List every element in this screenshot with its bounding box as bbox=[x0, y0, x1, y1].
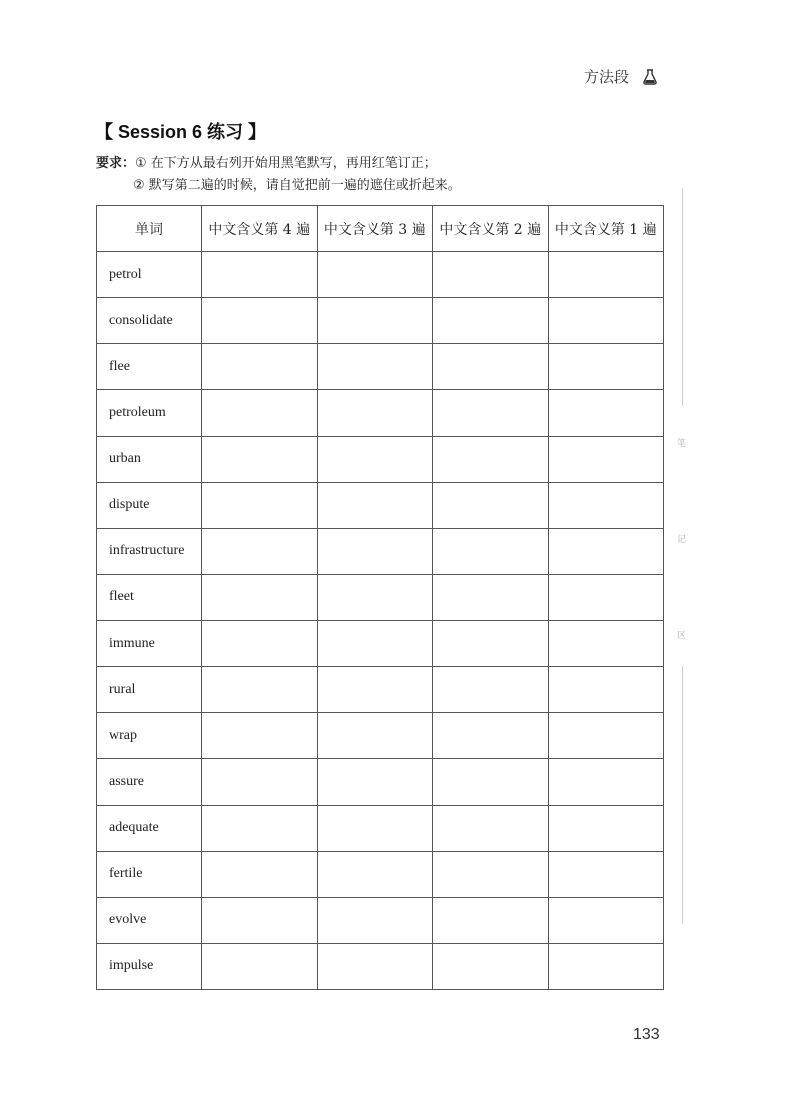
header-meaning-2: 中文含义第 2 遍 bbox=[433, 206, 549, 252]
table-row bbox=[97, 667, 664, 713]
meaning-cell-3[interactable] bbox=[317, 897, 433, 943]
table-row bbox=[97, 344, 664, 390]
meaning-cell-1[interactable] bbox=[548, 851, 664, 897]
table-row bbox=[97, 574, 664, 620]
margin-char: 笔 bbox=[677, 439, 687, 449]
meaning-cell-1[interactable] bbox=[548, 482, 664, 528]
word-cell: flee bbox=[97, 344, 202, 390]
word-cell: impulse bbox=[97, 943, 202, 989]
table-row bbox=[97, 436, 664, 482]
margin-divider-bottom bbox=[682, 666, 683, 924]
meaning-cell-1[interactable] bbox=[548, 943, 664, 989]
header-meaning-1: 中文含义第 1 遍 bbox=[548, 206, 664, 252]
meaning-cell-3[interactable] bbox=[317, 482, 433, 528]
word-cell: infrastructure bbox=[97, 528, 202, 574]
table-row bbox=[97, 298, 664, 344]
meaning-cell-4[interactable] bbox=[202, 528, 318, 574]
table-row bbox=[97, 805, 664, 851]
meaning-cell-2[interactable] bbox=[433, 436, 549, 482]
meaning-cell-2[interactable] bbox=[433, 943, 549, 989]
meaning-cell-2[interactable] bbox=[433, 298, 549, 344]
meaning-cell-4[interactable] bbox=[202, 482, 318, 528]
meaning-cell-3[interactable] bbox=[317, 667, 433, 713]
meaning-cell-3[interactable] bbox=[317, 390, 433, 436]
meaning-cell-1[interactable] bbox=[548, 528, 664, 574]
meaning-cell-1[interactable] bbox=[548, 252, 664, 298]
meaning-cell-3[interactable] bbox=[317, 759, 433, 805]
meaning-cell-3[interactable] bbox=[317, 436, 433, 482]
meaning-cell-2[interactable] bbox=[433, 759, 549, 805]
margin-divider-top bbox=[682, 188, 683, 406]
margin-char: 区 bbox=[677, 631, 687, 641]
meaning-cell-4[interactable] bbox=[202, 621, 318, 667]
meaning-cell-1[interactable] bbox=[548, 298, 664, 344]
meaning-cell-2[interactable] bbox=[433, 897, 549, 943]
meaning-cell-1[interactable] bbox=[548, 897, 664, 943]
header-meaning-3: 中文含义第 3 遍 bbox=[317, 206, 433, 252]
meaning-cell-1[interactable] bbox=[548, 390, 664, 436]
table-row bbox=[97, 390, 664, 436]
meaning-cell-1[interactable] bbox=[548, 759, 664, 805]
section-name: 方法段 bbox=[584, 68, 630, 86]
word-cell: evolve bbox=[97, 897, 202, 943]
page-number: 133 bbox=[633, 1026, 660, 1043]
table-body bbox=[97, 252, 664, 990]
meaning-cell-4[interactable] bbox=[202, 252, 318, 298]
meaning-cell-3[interactable] bbox=[317, 851, 433, 897]
meaning-cell-2[interactable] bbox=[433, 528, 549, 574]
meaning-cell-1[interactable] bbox=[548, 344, 664, 390]
table-row bbox=[97, 943, 664, 989]
flask-icon bbox=[643, 69, 657, 85]
meaning-cell-3[interactable] bbox=[317, 252, 433, 298]
requirement-label: 要求： bbox=[96, 156, 136, 171]
meaning-cell-2[interactable] bbox=[433, 805, 549, 851]
meaning-cell-1[interactable] bbox=[548, 574, 664, 620]
table-row bbox=[97, 851, 664, 897]
table-row bbox=[97, 528, 664, 574]
word-cell: dispute bbox=[97, 482, 202, 528]
meaning-cell-1[interactable] bbox=[548, 805, 664, 851]
meaning-cell-2[interactable] bbox=[433, 851, 549, 897]
meaning-cell-1[interactable] bbox=[548, 621, 664, 667]
meaning-cell-4[interactable] bbox=[202, 390, 318, 436]
table-header-row bbox=[97, 206, 664, 252]
table-row bbox=[97, 252, 664, 298]
meaning-cell-4[interactable] bbox=[202, 851, 318, 897]
meaning-cell-2[interactable] bbox=[433, 621, 549, 667]
word-cell: consolidate bbox=[97, 298, 202, 344]
meaning-cell-3[interactable] bbox=[317, 943, 433, 989]
meaning-cell-4[interactable] bbox=[202, 667, 318, 713]
meaning-cell-3[interactable] bbox=[317, 621, 433, 667]
table-row bbox=[97, 897, 664, 943]
word-cell: petrol bbox=[97, 252, 202, 298]
meaning-cell-4[interactable] bbox=[202, 436, 318, 482]
meaning-cell-1[interactable] bbox=[548, 713, 664, 759]
session-title: 【 Session 6 练习 】 bbox=[95, 122, 267, 142]
requirement-line-1 bbox=[96, 152, 437, 171]
meaning-cell-2[interactable] bbox=[433, 713, 549, 759]
meaning-cell-4[interactable] bbox=[202, 943, 318, 989]
word-cell: fleet bbox=[97, 574, 202, 620]
meaning-cell-4[interactable] bbox=[202, 897, 318, 943]
meaning-cell-3[interactable] bbox=[317, 344, 433, 390]
meaning-cell-2[interactable] bbox=[433, 667, 549, 713]
requirement-text-1: ① 在下方从最右列开始用黑笔默写，再用红笔订正； bbox=[135, 156, 437, 171]
table-row bbox=[97, 621, 664, 667]
meaning-cell-4[interactable] bbox=[202, 574, 318, 620]
word-cell: assure bbox=[97, 759, 202, 805]
meaning-cell-2[interactable] bbox=[433, 574, 549, 620]
meaning-cell-4[interactable] bbox=[202, 713, 318, 759]
meaning-cell-1[interactable] bbox=[548, 436, 664, 482]
word-cell: urban bbox=[97, 436, 202, 482]
vocabulary-table bbox=[96, 205, 664, 990]
meaning-cell-4[interactable] bbox=[202, 805, 318, 851]
meaning-cell-3[interactable] bbox=[317, 805, 433, 851]
header-meaning-4: 中文含义第 4 遍 bbox=[202, 206, 318, 252]
header-word: 单词 bbox=[97, 206, 202, 252]
meaning-cell-2[interactable] bbox=[433, 344, 549, 390]
word-cell: fertile bbox=[97, 851, 202, 897]
meaning-cell-2[interactable] bbox=[433, 482, 549, 528]
meaning-cell-2[interactable] bbox=[433, 252, 549, 298]
running-header bbox=[584, 66, 657, 87]
margin-char: 记 bbox=[677, 535, 687, 545]
requirement-line-2: ② 默写第二遍的时候，请自觉把前一遍的遮住或折起来。 bbox=[133, 178, 461, 193]
word-cell: immune bbox=[97, 621, 202, 667]
word-cell: wrap bbox=[97, 713, 202, 759]
word-cell: rural bbox=[97, 667, 202, 713]
table-row bbox=[97, 713, 664, 759]
meaning-cell-3[interactable] bbox=[317, 528, 433, 574]
meaning-cell-3[interactable] bbox=[317, 298, 433, 344]
meaning-cell-4[interactable] bbox=[202, 344, 318, 390]
word-cell: adequate bbox=[97, 805, 202, 851]
meaning-cell-4[interactable] bbox=[202, 759, 318, 805]
table-row bbox=[97, 482, 664, 528]
meaning-cell-2[interactable] bbox=[433, 390, 549, 436]
meaning-cell-3[interactable] bbox=[317, 713, 433, 759]
meaning-cell-4[interactable] bbox=[202, 298, 318, 344]
meaning-cell-3[interactable] bbox=[317, 574, 433, 620]
word-cell: petroleum bbox=[97, 390, 202, 436]
meaning-cell-1[interactable] bbox=[548, 667, 664, 713]
table-row bbox=[97, 759, 664, 805]
